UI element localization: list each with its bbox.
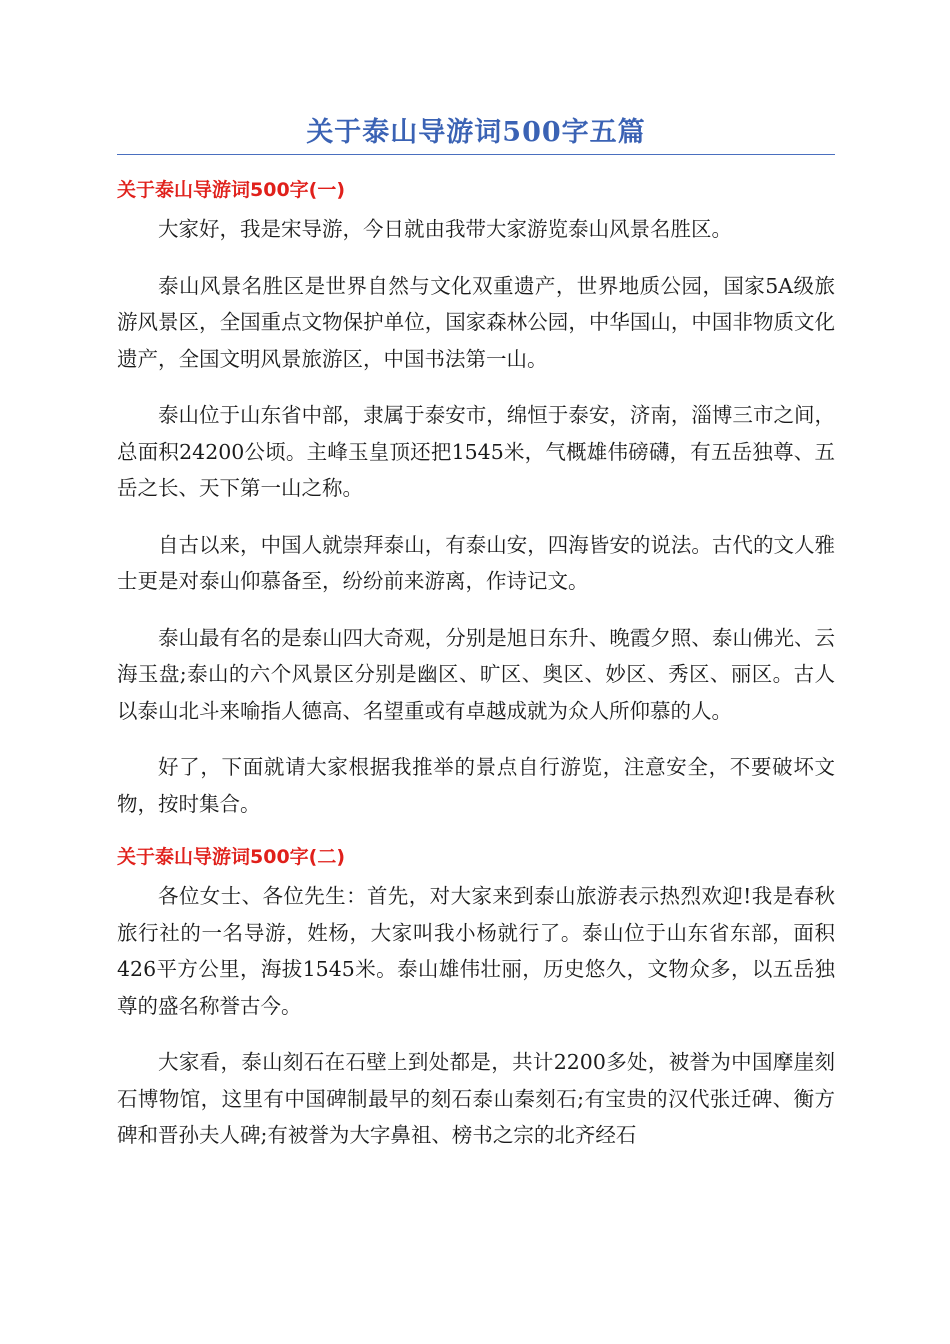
section-heading: 关于泰山导游词500字(二) xyxy=(117,846,346,868)
paragraph: 泰山最有名的是泰山四大奇观，分别是旭日东升、晚霞夕照、泰山佛光、云海玉盘;泰山的六个风景区分别是幽区、旷区、奥区、妙区、秀区、丽区。古人以泰山北斗来喻指人德高、名望重或有卓越成就为众人所仰慕的人。 xyxy=(117,625,835,723)
title-divider xyxy=(117,154,835,155)
paragraph: 自古以来，中国人就崇拜泰山，有泰山安，四海皆安的说法。古代的文人雅士更是对泰山仰慕备至，纷纷前来游离，作诗记文。 xyxy=(117,532,835,593)
paragraph: 各位女士、各位先生：首先，对大家来到泰山旅游表示热烈欢迎!我是春秋旅行社的一名导游，姓杨，大家叫我小杨就行了。泰山位于山东省东部，面积426平方公里，海拔1545米。泰山雄伟壮丽，历史悠久，文物众多，以五岳独尊的盛名称誉古今。 xyxy=(117,884,835,1018)
paragraph: 泰山位于山东省中部，隶属于泰安市，绵恒于泰安，济南，淄博三市之间，总面积24200公顷。主峰玉皇顶还把1545米，气概雄伟磅礴，有五岳独尊、五岳之长、天下第一山之称。 xyxy=(117,403,835,500)
document-page xyxy=(117,112,835,1174)
paragraph: 好了，下面就请大家根据我推举的景点自行游览，注意安全，不要破坏文物，按时集合。 xyxy=(117,755,835,816)
paragraph: 大家好，我是宋导游，今日就由我带大家游览泰山风景名胜区。 xyxy=(158,217,732,241)
section-two xyxy=(117,842,835,1154)
section-heading: 关于泰山导游词500字(一) xyxy=(117,179,346,201)
document-title: 关于泰山导游词500字五篇 xyxy=(306,117,646,148)
paragraph: 大家看，泰山刻石在石壁上到处都是，共计2200多处，被誉为中国摩崖刻石博物馆，这里有中国碑制最早的刻石泰山秦刻石;有宝贵的汉代张迁碑、衡方碑和晋孙夫人碑;有被誉为大字鼻祖、榜书之宗的北齐经石 xyxy=(117,1050,835,1147)
section-one xyxy=(117,175,835,822)
paragraph: 泰山风景名胜区是世界自然与文化双重遗产，世界地质公园，国家5A级旅游风景区，全国重点文物保护单位，国家森林公园，中华国山，中国非物质文化遗产，全国文明风景旅游区，中国书法第一山。 xyxy=(117,273,835,371)
